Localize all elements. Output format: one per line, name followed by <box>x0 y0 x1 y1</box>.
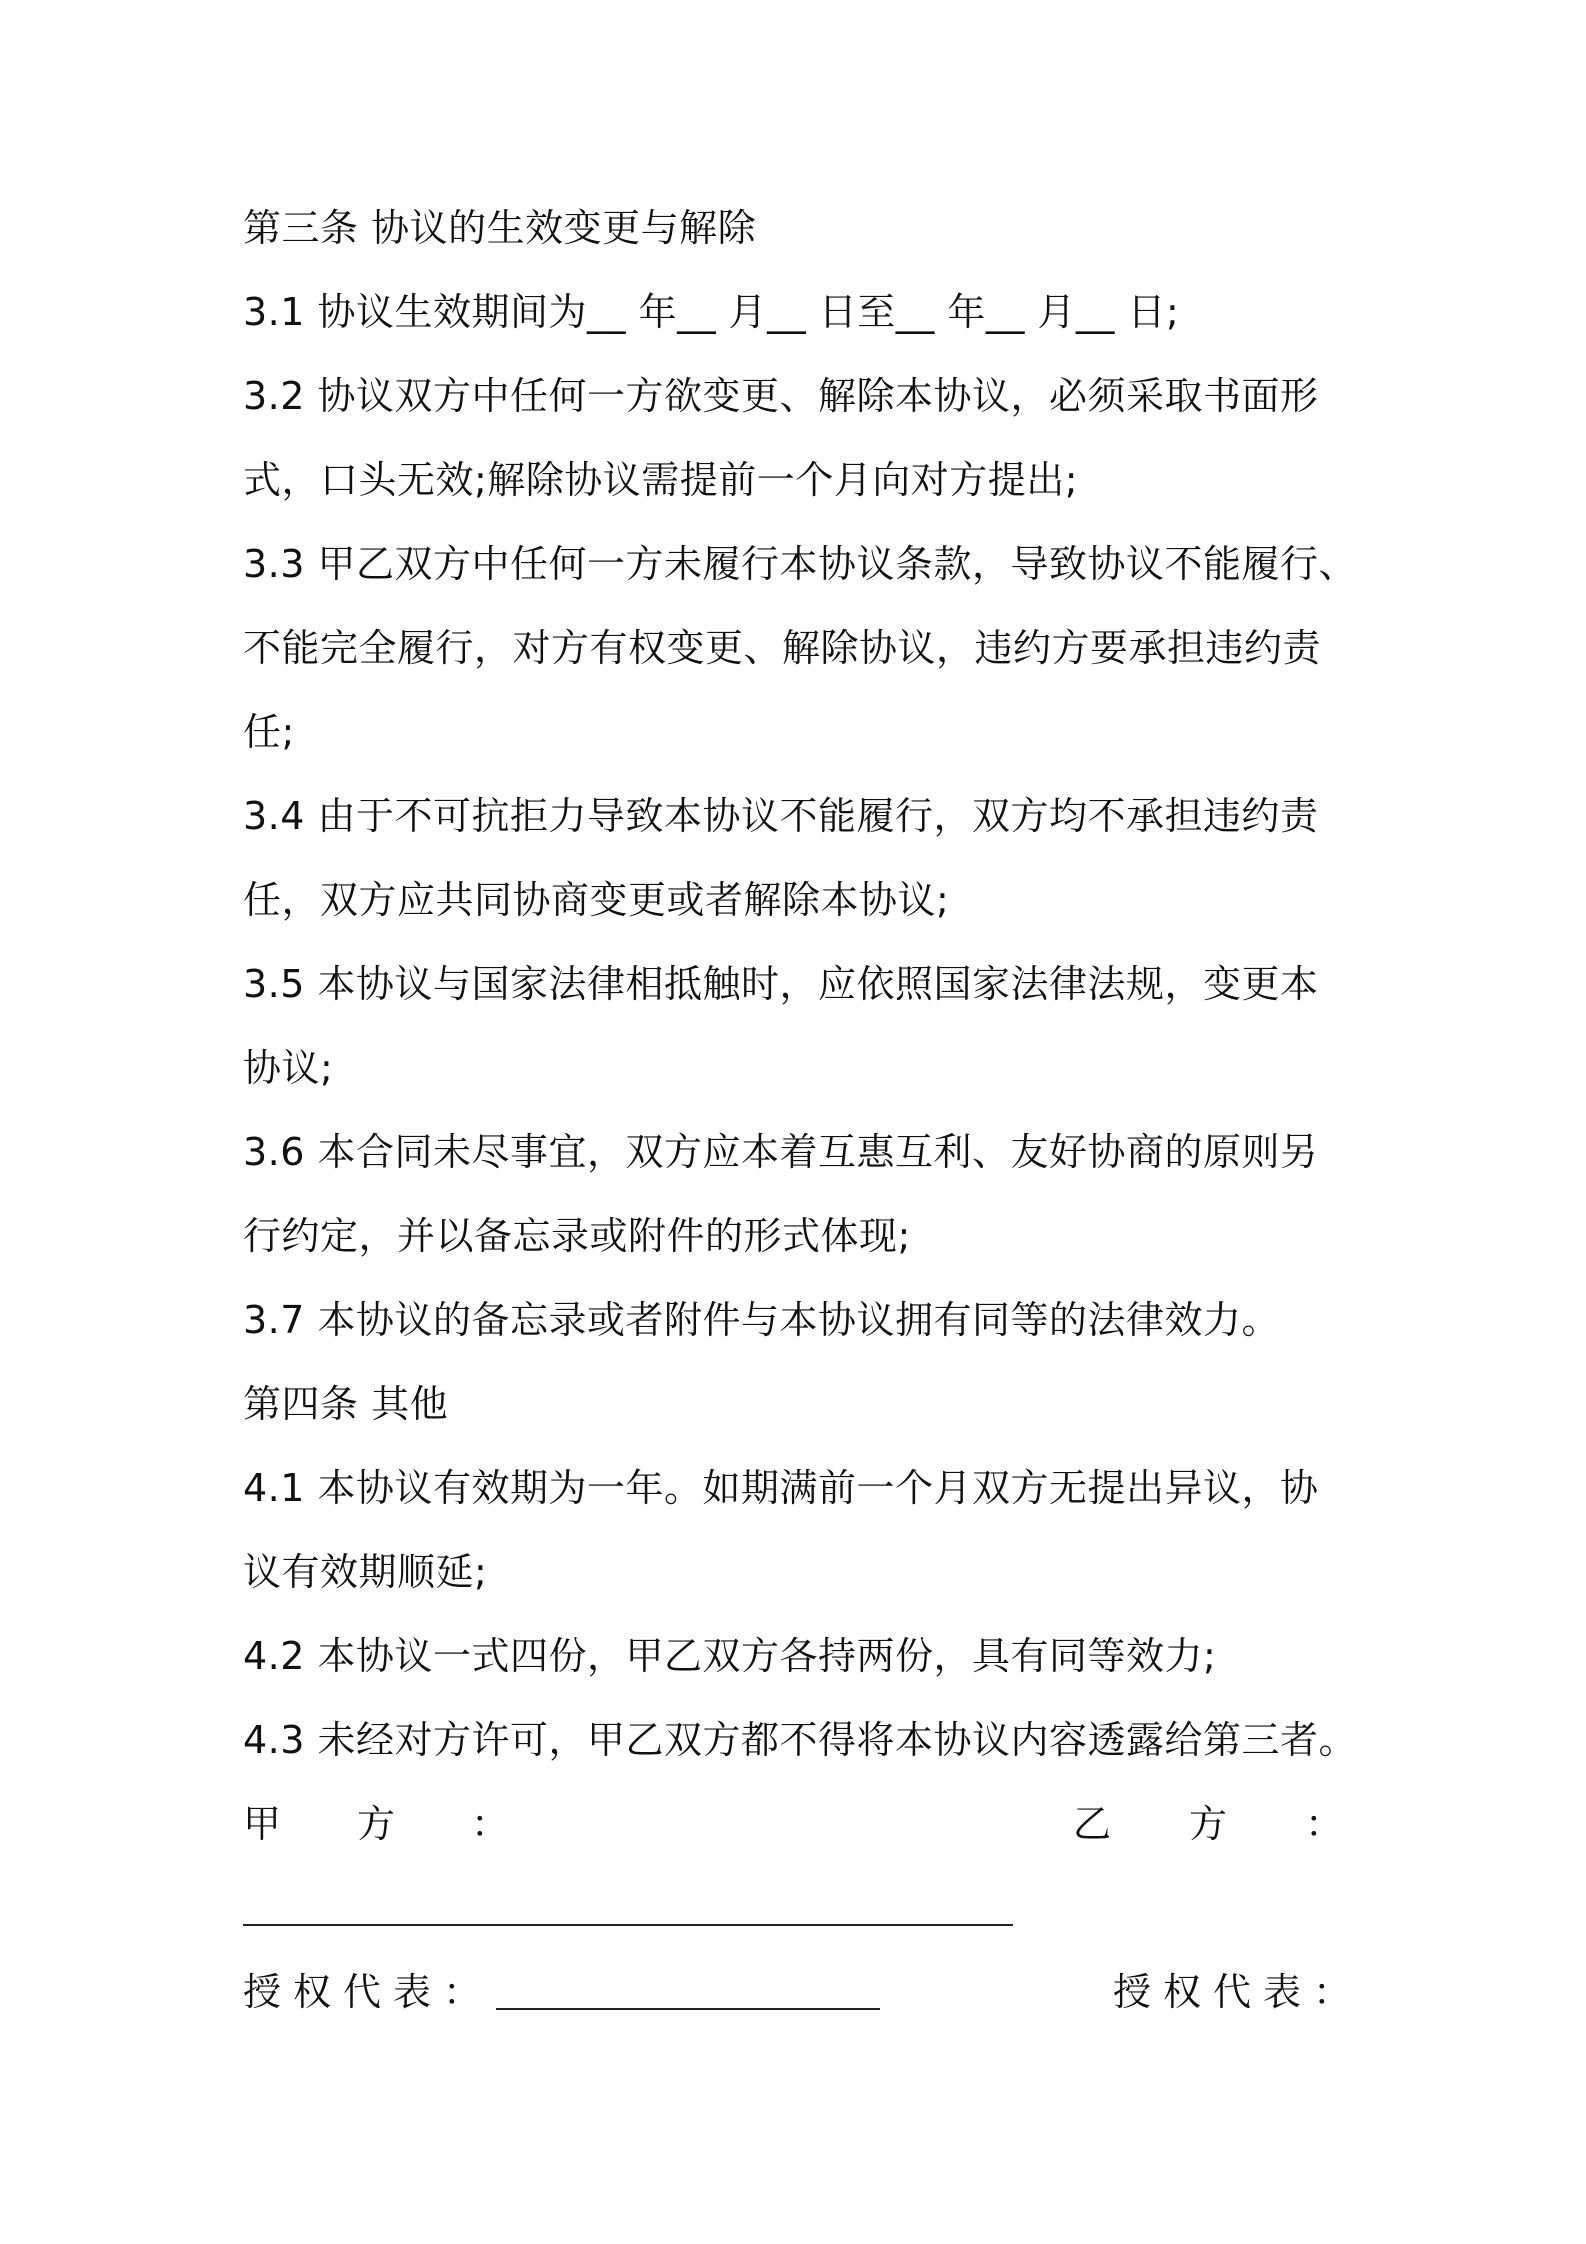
clause-3-4-line-1: 3.4 由于不可抗拒力导致本协议不能履行，双方均不承担违约责 <box>243 794 1319 838</box>
clause-4-1-line-1: 4.1 本协议有效期为一年。如期满前一个月双方无提出异议，协 <box>243 1466 1319 1510</box>
clause-3-5-line-1: 3.5 本协议与国家法律相抵触时，应依照国家法律法规，变更本 <box>243 962 1319 1006</box>
article-3-heading: 第三条 协议的生效变更与解除 <box>243 206 757 250</box>
clause-3-2-line-2: 式，口头无效;解除协议需提前一个月向对方提出; <box>243 458 1079 502</box>
clause-3-6-line-1: 3.6 本合同未尽事宜，双方应本着互惠互利、友好协商的原则另 <box>243 1130 1319 1174</box>
clause-4-3: 4.3 未经对方许可，甲乙双方都不得将本协议内容透露给第三者。 <box>243 1718 1358 1762</box>
clause-3-5-line-2: 协议; <box>243 1046 334 1090</box>
party-a-signature-line <box>243 1924 1013 1926</box>
clause-3-3-line-3: 任; <box>243 710 295 754</box>
clause-4-1-line-2: 议有效期顺延; <box>243 1550 488 1594</box>
clause-3-4-line-2: 任，双方应共同协商变更或者解除本协议; <box>243 878 950 922</box>
clause-3-1: 3.1 协议生效期间为__ 年__ 月__ 日至__ 年__ 月__ 日; <box>243 290 1180 334</box>
rep-a-signature-line <box>496 2008 880 2010</box>
rep-a-label: 授权代表： <box>243 1970 494 2014</box>
clause-3-6-line-2: 行约定，并以备忘录或附件的形式体现; <box>243 1214 911 1258</box>
clause-3-3-line-1: 3.3 甲乙双方中任何一方未履行本协议条款，导致协议不能履行、 <box>243 542 1358 586</box>
rep-b-label: 授权代表： <box>1113 1970 1364 2014</box>
party-a-label: 甲方： <box>243 1802 586 1846</box>
clause-3-3-line-2: 不能完全履行，对方有权变更、解除协议，违约方要承担违约责 <box>243 626 1322 670</box>
clause-4-2: 4.2 本协议一式四份，甲乙双方各持两份，具有同等效力; <box>243 1634 1217 1678</box>
party-b-label: 乙方： <box>1073 1802 1422 1846</box>
article-4-heading: 第四条 其他 <box>243 1382 449 1426</box>
clause-3-2-line-1: 3.2 协议双方中任何一方欲变更、解除本协议，必须采取书面形 <box>243 374 1319 418</box>
clause-3-7: 3.7 本协议的备忘录或者附件与本协议拥有同等的法律效力。 <box>243 1298 1281 1342</box>
